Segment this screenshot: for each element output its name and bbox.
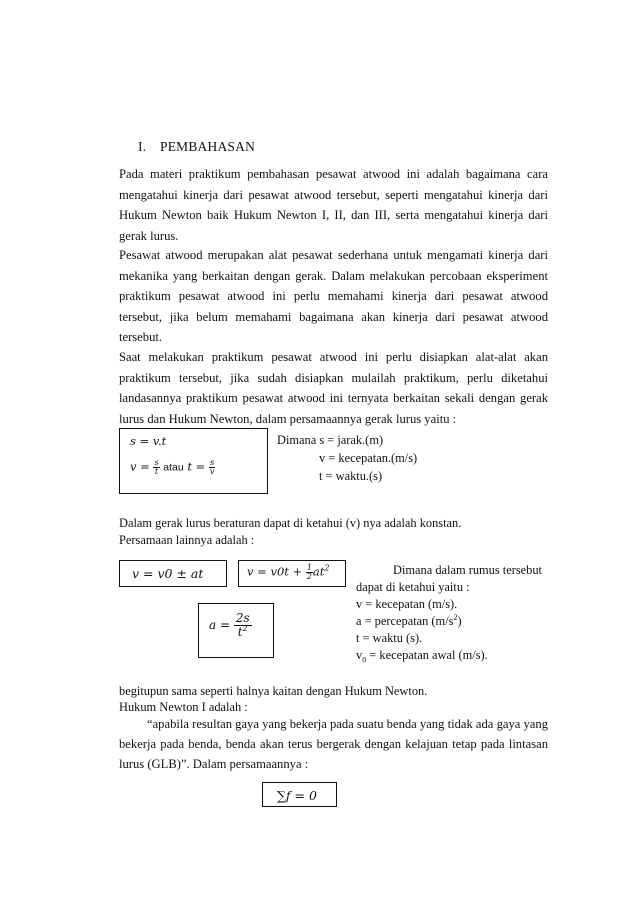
legend2-dimana: Dimana dalam rumus tersebut <box>393 563 542 577</box>
formula-sum-f-zero: ∑f = 0 <box>277 788 317 803</box>
legend-waktu: t = waktu.(s) <box>319 469 383 483</box>
legend2-percepatan: a = percepatan $(m/s^2)$ <box>356 612 462 628</box>
formula-box-v-t <box>238 560 346 587</box>
formula-s-vt: s = v.t <box>130 434 167 448</box>
section-title: PEMBAHASAN <box>160 139 256 154</box>
formula-box-sum-f <box>262 782 337 807</box>
section-heading <box>138 139 255 155</box>
legend2-kecepatan-awal: $v_0$ = kecepatan awal (m/s). <box>356 648 488 665</box>
paragraph-praktikum: Saat melakukan praktikum pesawat atwood ini perlu disiapkan alat-alat akan praktikum tersebut, jika sudah disiapkan mulailah praktikum, perlu diketahui landasannya praktikum pesawat atwood ini ternyata berkaitan sekali dengan gerak lurus dan Hukum Newton, dalam persamaannya gerak lurus yaitu : <box>119 350 548 426</box>
text-persamaan: Persamaan lainnya adalah : <box>119 533 255 547</box>
legend-kecepatan: v = kecepatan.(m/s) <box>319 451 418 465</box>
section-number: I. <box>138 139 147 154</box>
paragraph-intro: Pada materi praktikum pembahasan pesawat atwood ini adalah bagaimana cara mengatahui kinerja dari pesawat atwood tersebut, seperti mengatahui kinerja dari Hukum Newton baik Hukum Newton I, II, dan III, serta mengatahui kinerja dari gerak lurus. <box>119 167 548 243</box>
quote-newton1: “apabila resultan gaya yang bekerja pada suatu benda yang tidak ada gaya yang bekerja pada benda, benda akan terus bergerak dengan kelajuan tetap pada lintasan lurus (GLB)”. Dalam persamaannya : <box>119 717 548 771</box>
legend2-dapat: dapat di ketahui yaitu : <box>356 580 470 594</box>
text-newton-intro: begitupun sama seperti halnya kaitan dengan Hukum Newton. <box>119 684 428 698</box>
formula-box-a <box>198 603 274 658</box>
text-newton1: Hukum Newton I adalah : <box>119 700 248 714</box>
formula-a-2s-t2: a = $\frac{2s}{t^2}$ <box>209 611 250 640</box>
formula-v-s-over-t: v = $\frac{s}{t}$ atau t = $\frac{s}{v}$ <box>130 458 215 476</box>
legend2-waktu: t = waktu (s). <box>356 631 423 645</box>
formula-v-v0t: v = v0t + $\frac{1}{2}$ $at^2$ <box>247 563 330 581</box>
text-glb: Dalam gerak lurus beraturan dapat di ketahui (v) nya adalah konstan. <box>119 516 462 530</box>
legend2-kecepatan: v = kecepatan (m/s). <box>356 597 458 611</box>
legend-jarak: Dimana s = jarak.(m) <box>277 433 384 447</box>
formula-v-pm-at: v = v0 ± at <box>132 566 204 581</box>
paragraph-atwood: Pesawat atwood merupakan alat pesawat sederhana untuk mengamati kinerja dari mekanika yang berkaitan dengan gerak. Dalam melakukan percobaan eksperiment praktikum pesawat atwood ini perlu memahami kinerja dari pesawat atwood tersebut, jika belum memahami bagaimana akan kinerja dari pesawat atwood tersebut. <box>119 248 548 344</box>
formula-box-v-pm <box>119 560 227 587</box>
formula-box-gerak-lurus <box>119 428 268 494</box>
